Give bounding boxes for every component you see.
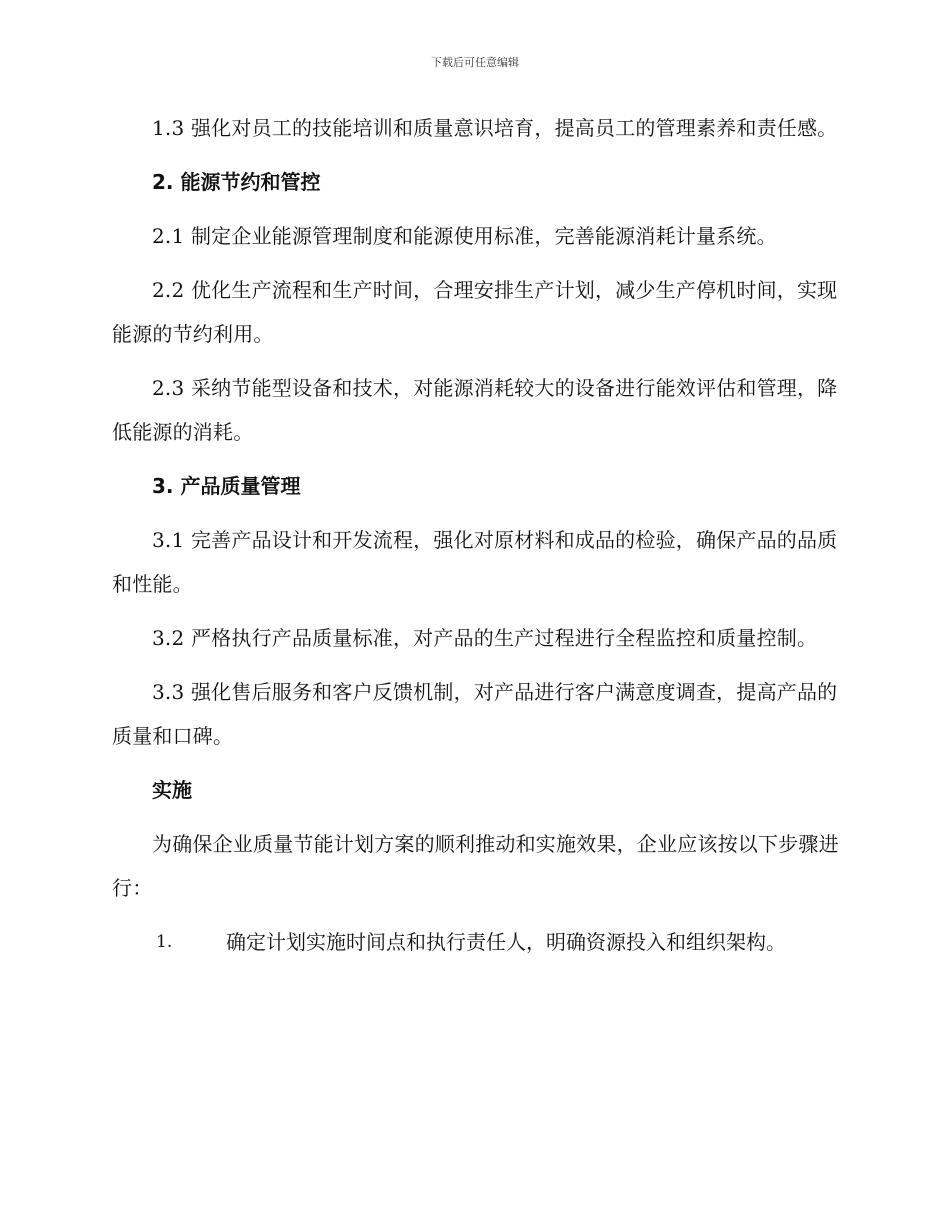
paragraph-3-3: 3.3 强化售后服务和客户反馈机制，对产品进行客户满意度调查，提高产品的质量和口碑。 [112,680,838,748]
page-header: 下载后可任意编辑 [431,56,519,69]
paragraph-implementation-intro: 为确保企业质量节能计划方案的顺利推动和实施效果，企业应该按以下步骤进行： [112,832,839,900]
paragraph-2-3: 2.3 采纳节能型设备和技术，对能源消耗较大的设备进行能效评估和管理，降低能源的消耗。 [112,376,838,444]
paragraph-3-2: 3.2 严格执行产品质量标准，对产品的生产过程进行全程监控和质量控制。 [152,626,818,650]
heading-energy-saving: 2. 能源节约和管控 [152,170,321,194]
paragraph-2-1: 2.1 制定企业能源管理制度和能源使用标准，完善能源消耗计量系统。 [152,224,777,248]
heading-product-quality: 3. 产品质量管理 [152,474,301,498]
list-item [112,920,840,964]
paragraph-1-3: 1.3 强化对员工的技能培训和质量意识培育，提高员工的管理素养和责任感。 [152,116,838,140]
paragraph-3-1: 3.1 完善产品设计和开发流程，强化对原材料和成品的检验，确保产品的品质和性能。 [112,528,838,596]
document-body [112,106,840,964]
paragraph-2-2: 2.2 优化生产流程和生产时间，合理安排生产计划，减少生产停机时间，实现能源的节约利用。 [112,278,838,346]
heading-implementation: 实施 [152,778,192,802]
list-item-number: 1. [156,932,173,952]
list-item-text: 确定计划实施时间点和执行责任人，明确资源投入和组织架构。 [226,930,786,954]
